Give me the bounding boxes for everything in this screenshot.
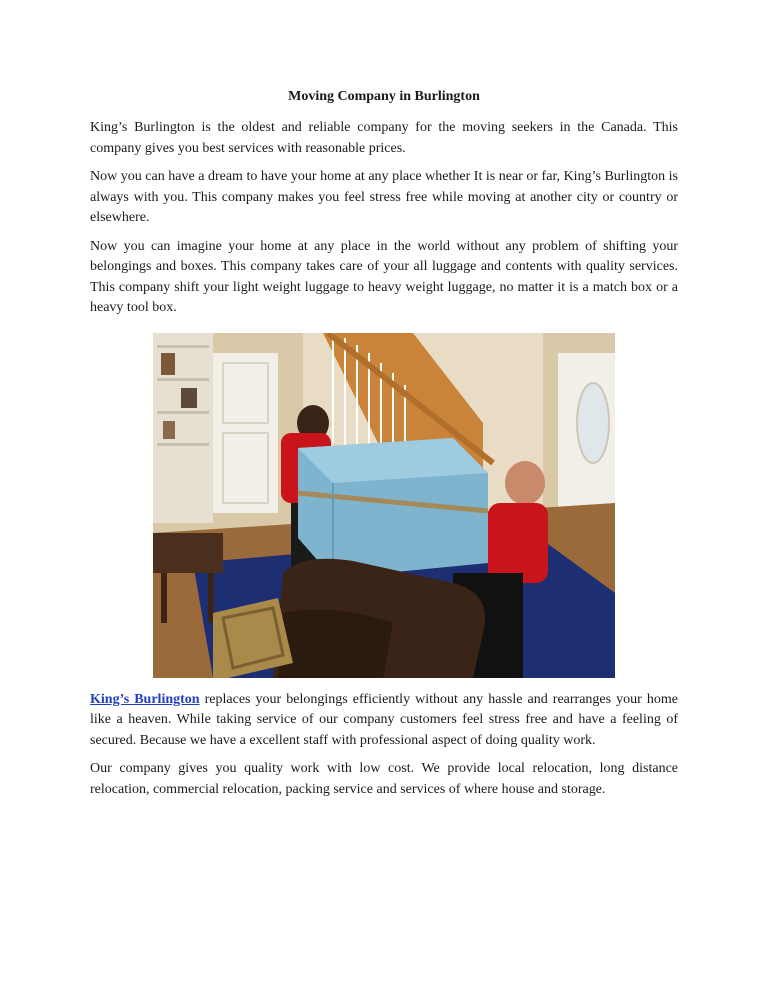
document-page bbox=[90, 88, 678, 808]
document-title: Moving Company in Burlington bbox=[288, 89, 480, 104]
movers-photo bbox=[153, 333, 615, 678]
paragraph-closing: Our company gives you quality work with low cost. We provide local relocation, long distance relocation, commercial relocation, packing service and services of where house and storage. bbox=[90, 761, 678, 797]
paragraph-dream: Now you can have a dream to have your home at any place whether It is near or far, King’s Burlington is always with you. This company makes you feel stress free while moving at another city or country or elsewhere. bbox=[90, 169, 678, 225]
kings-burlington-link[interactable]: King’s Burlington bbox=[90, 691, 200, 707]
paragraph-link-text: replaces your belongings efficiently without any hassle and rearranges your home like a heaven. While taking service of our company customers feel stress free and have a feeling of secured. Because we have a excellent staff with professional aspect of doing quality work. bbox=[90, 691, 678, 748]
paragraph-link bbox=[90, 690, 678, 752]
paragraph-imagine: Now you can imagine your home at any place in the world without any problem of shifting your belongings and boxes. This company takes care of your all luggage and contents with quality services. This company shift your light weight luggage to heavy weight luggage, no matter it is a match box or a heavy tool box. bbox=[90, 238, 678, 315]
paragraph-intro: King’s Burlington is the oldest and reliable company for the moving seekers in the Canada. This company gives you best services with reasonable prices. bbox=[90, 120, 678, 156]
movers-photo-illustration bbox=[153, 333, 615, 678]
